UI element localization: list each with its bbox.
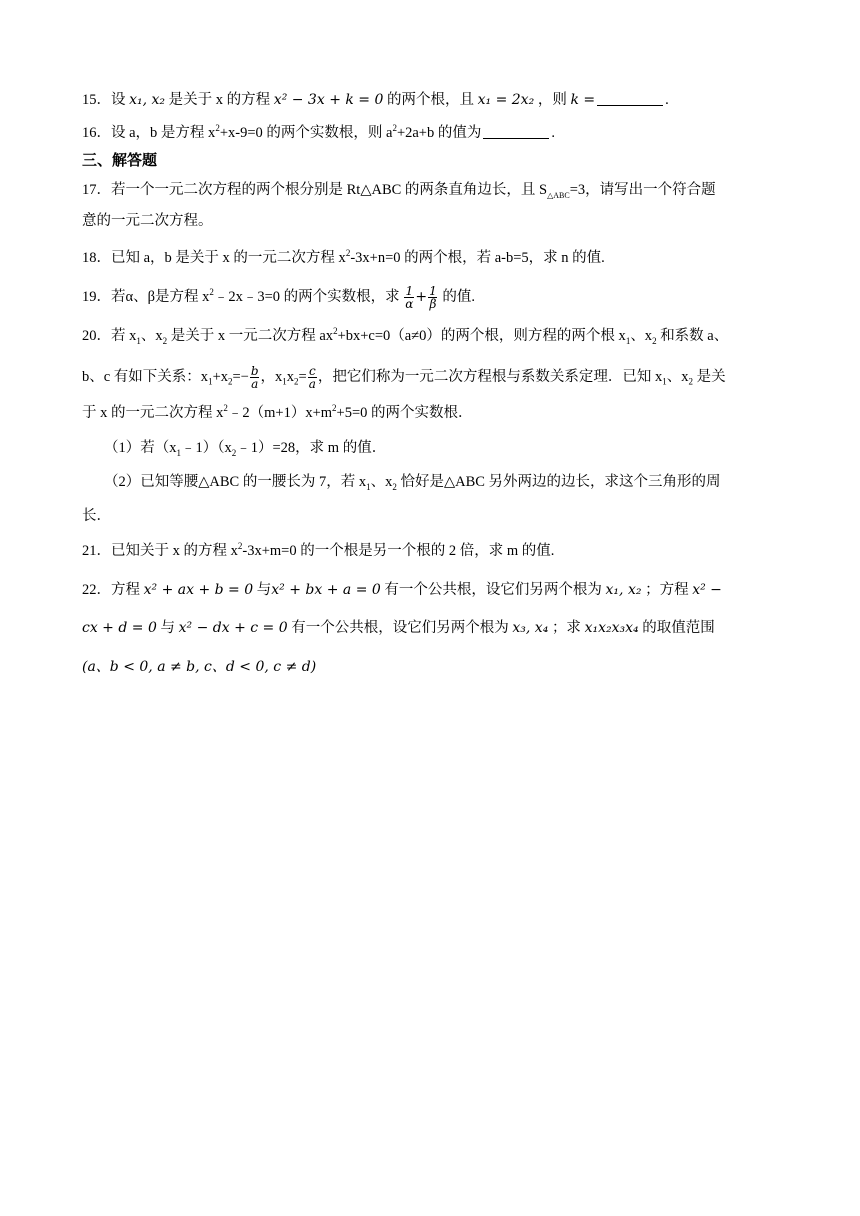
subscript: 2 [652, 335, 657, 346]
q20-text: 、x [666, 368, 689, 385]
subscript: 1 [662, 376, 667, 387]
superscript: 2 [209, 287, 214, 297]
subscript: 1 [176, 447, 181, 458]
subscript: 1 [366, 481, 371, 492]
section-heading: 三、解答题 [82, 151, 158, 169]
q20-text: ﹣2（m+1）x+m [227, 405, 333, 421]
subscript: 2 [231, 447, 237, 458]
q19-fraction-beta [428, 285, 438, 310]
numerator: 1 [405, 284, 414, 298]
q22-math-roots-12: x₁, x₂ [605, 582, 642, 598]
q22-math-conditions: (a、b < 0, a ≠ b, c、d < 0, c ≠ d) [82, 659, 317, 675]
q15-math-condition: x₁ = 2x₂ [477, 92, 535, 108]
q20-text: 20．若 x [82, 328, 137, 344]
question-22-line-2 [82, 618, 778, 638]
q22-math-equation-4: x² − dx + c = 0 [178, 620, 288, 636]
subscript: 2 [228, 376, 233, 387]
q22-text: ；方程 [641, 582, 693, 598]
q20-fraction-c-over-a [308, 365, 317, 390]
q15-text-3: 的两个根，且 [383, 92, 478, 108]
numerator: 1 [429, 284, 437, 298]
q20-part2-text: （2）已知等腰△ABC 的一腰长为 7，若 x [104, 474, 367, 490]
subscript: 2 [162, 335, 168, 346]
q22-math-equation-3-start: x² − [692, 582, 722, 598]
q21-text-2: -3x+m=0 的一个根是另一个根的 2 倍，求 m 的值. [242, 543, 555, 559]
q17-text: 17．若一个一元二次方程的两个根分别是 Rt△ABC 的两条直角边长，且 S [82, 182, 548, 198]
q15-answer-blank[interactable] [597, 91, 663, 106]
question-19 [82, 285, 778, 310]
subscript: 1 [208, 376, 213, 387]
question-20-line-2 [82, 365, 778, 390]
q20-text: 、x [630, 328, 653, 344]
q16-answer-blank[interactable] [483, 124, 549, 139]
question-20-part-2-line-2: 长． [82, 508, 111, 524]
question-16 [82, 123, 778, 143]
q20-text: ，把它们称为一元二次方程根与系数关系定理．已知 x [317, 368, 663, 385]
q18-text-2: -3x+n=0 的两个根，若 a-b=5，求 n 的值. [350, 250, 605, 266]
q20-part2-text: 、x [370, 474, 393, 490]
question-22 [82, 580, 778, 600]
question-20-part-1 [104, 438, 778, 458]
subscript: 1 [625, 335, 631, 346]
subscript: 1 [136, 335, 141, 346]
q20-text: +5=0 的两个实数根． [336, 405, 473, 421]
question-17 [82, 180, 778, 200]
numerator: b [250, 364, 259, 378]
q15-text: 15．设 [82, 92, 130, 108]
q19-fraction-alpha [404, 285, 414, 310]
question-15 [82, 90, 778, 110]
superscript: 2 [345, 248, 351, 259]
superscript: 2 [223, 403, 228, 414]
q20-text: +x [212, 368, 228, 385]
q20-text: 和系数 a、 [656, 328, 729, 344]
q15-text-4: ，则 [534, 92, 571, 108]
q16-text-3: +2a+b 的值为 [396, 125, 482, 141]
q16-text: 16．设 a，b 是方程 x [82, 125, 216, 141]
q17-subscript: △ABC [547, 190, 570, 200]
subscript: 2 [688, 376, 694, 387]
q15-math-equation: x² − 3x + k = 0 [273, 92, 384, 108]
q18-text: 18．已知 a，b 是关于 x 的一元二次方程 x [82, 250, 346, 266]
denominator: α [405, 297, 414, 311]
q16-period: . [551, 125, 555, 141]
subscript: 2 [392, 481, 397, 492]
q20-text: 、x [140, 328, 163, 344]
q22-math-equation-3-end: cx + d = 0 [82, 620, 157, 636]
q21-text: 21．已知关于 x 的方程 x [82, 543, 238, 559]
denominator: a [251, 377, 259, 391]
denominator: β [429, 297, 437, 311]
q20-text: =− [232, 368, 249, 385]
q19-text-2: ﹣2x﹣3=0 的两个实数根，求 [213, 288, 404, 305]
q20-text: 是关 [693, 368, 726, 385]
q20-text: 是关于 x 一元二次方程 ax [167, 328, 334, 344]
question-22-line-3 [82, 657, 778, 677]
superscript: 2 [237, 541, 243, 552]
superscript: 2 [332, 403, 337, 414]
q22-text: 有一个公共根，设它们另两个根为 [380, 582, 606, 598]
q19-text-3: 的值. [438, 288, 476, 305]
q22-math-product: x₁x₂x₃x₄ [584, 620, 639, 636]
numerator: c [308, 364, 316, 378]
question-20 [82, 326, 778, 346]
q22-text: 与 [253, 582, 272, 598]
q15-period: . [665, 92, 669, 108]
q22-text: 22．方程 [82, 582, 144, 598]
q22-math-equation-1: x² + ax + b = 0 [143, 582, 254, 598]
q15-math-k: k = [570, 92, 596, 108]
superscript: 2 [333, 326, 338, 337]
q22-text: 的取值范围 [638, 620, 715, 636]
q20-part1-text: ﹣1）（x [181, 440, 232, 456]
plus-sign: + [415, 288, 428, 305]
q15-math-roots: x₁, x₂ [129, 92, 166, 108]
q22-math-roots-34: x₃, x₄ [512, 620, 549, 636]
question-20-part-2 [104, 472, 778, 492]
question-18 [82, 248, 778, 268]
denominator: a [308, 377, 316, 391]
q22-text: ；求 [548, 620, 585, 636]
question-21 [82, 541, 778, 561]
question-17-line-2: 意的一元二次方程。 [82, 213, 213, 229]
q22-text: 与 [156, 620, 179, 636]
q20-fraction-b-over-a [250, 365, 260, 390]
q20-text: b、c 有如下关系：x [82, 368, 209, 385]
question-20-line-3 [82, 403, 778, 423]
q22-text: 有一个公共根，设它们另两个根为 [287, 620, 513, 636]
superscript: 2 [392, 123, 397, 134]
q20-text: 于 x 的一元二次方程 x [82, 405, 224, 421]
q20-text: = [298, 368, 307, 385]
q17-text-2: =3，请写出一个符合题 [569, 182, 716, 198]
q20-text: x [286, 368, 295, 385]
subscript: 2 [294, 376, 299, 387]
q20-part2-text: 恰好是△ABC 另外两边的边长，求这个三角形的周 [396, 474, 721, 490]
q16-text-2: +x-9=0 的两个实数根，则 a [219, 125, 393, 141]
q15-text-2: 是关于 x 的方程 [165, 92, 274, 108]
q19-text: 19．若α、β是方程 x [82, 288, 210, 305]
superscript: 2 [215, 123, 220, 134]
q20-part1-text: ﹣1）=28，求 m 的值． [236, 440, 387, 456]
q20-text: ，x [260, 368, 283, 385]
q22-math-equation-2: x² + bx + a = 0 [271, 582, 381, 598]
q20-text: +bx+c=0（a≠0）的两个根，则方程的两个根 x [337, 328, 626, 344]
q20-part1-text: （1）若（x [104, 440, 177, 456]
subscript: 1 [282, 376, 287, 387]
